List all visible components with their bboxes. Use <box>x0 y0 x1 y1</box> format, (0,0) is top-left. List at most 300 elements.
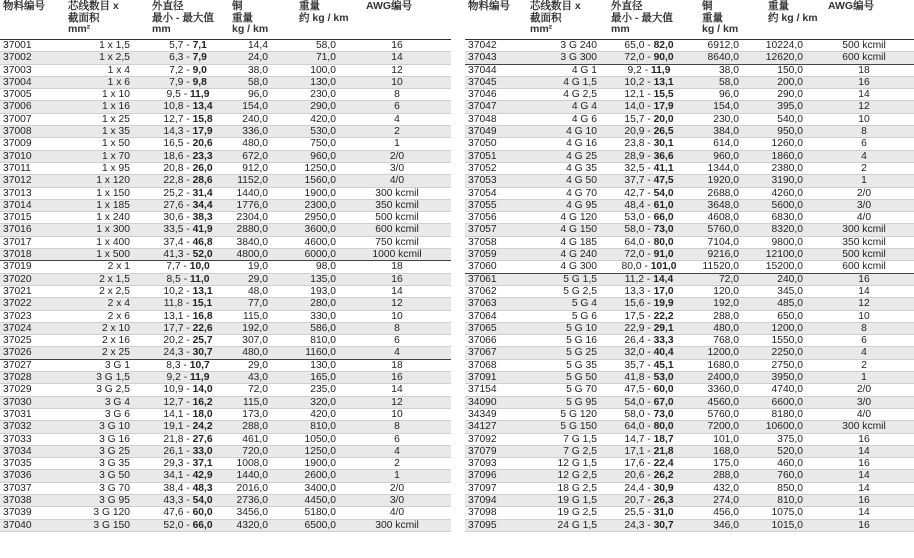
cell-outer-diameter <box>148 298 228 309</box>
cell-id: 37038 <box>3 494 32 506</box>
cell-outer-diameter <box>607 384 691 395</box>
cell-outer-diameter <box>148 347 228 358</box>
table-row <box>0 470 451 482</box>
od-range-separator: - <box>183 101 193 113</box>
cell-copper-weight: 115,0 <box>242 310 268 322</box>
od-min: 17,5 <box>624 310 645 322</box>
cell-outer-diameter <box>607 40 691 51</box>
cell-awg: 10 <box>391 76 403 88</box>
od-max: 66,0 <box>192 519 213 531</box>
cell-outer-diameter <box>148 434 228 445</box>
cell-copper-weight: 720,0 <box>242 445 268 457</box>
cell-id: 37094 <box>468 494 497 506</box>
cell-outer-diameter <box>148 446 228 457</box>
cell-cross-section: 2 x 1,5 <box>99 273 130 285</box>
cell-id: 37046 <box>468 89 497 101</box>
od-max: 20,0 <box>653 113 674 125</box>
cell-outer-diameter <box>148 409 228 420</box>
cell-weight: 12100,0 <box>765 249 803 261</box>
cell-copper-weight: 288,0 <box>242 421 268 433</box>
od-min: 5,7 <box>169 40 184 51</box>
cell-weight: 3950,0 <box>771 372 803 384</box>
cell-weight: 71,0 <box>315 52 336 64</box>
od-min: 42,7 <box>624 187 645 199</box>
cell-awg: 2 <box>861 359 867 371</box>
od-range-separator: - <box>644 76 654 88</box>
cell-id: 37014 <box>3 199 32 211</box>
od-min: 32,0 <box>624 347 645 359</box>
cell-outer-diameter <box>607 65 691 76</box>
cell-copper-weight: 19,0 <box>247 261 268 273</box>
cell-awg: 16 <box>858 458 870 470</box>
cell-outer-diameter <box>607 323 691 334</box>
cell-cross-section: 3 G 6 <box>104 408 130 420</box>
cell-outer-diameter <box>607 335 691 346</box>
od-min: 27,6 <box>163 199 184 211</box>
od-max: 47,5 <box>653 175 674 187</box>
cell-cross-section: 24 G 1,5 <box>557 519 597 531</box>
cell-outer-diameter <box>607 286 691 297</box>
cell-outer-diameter <box>607 470 691 481</box>
od-max: 21,8 <box>653 445 674 457</box>
cell-id: 37048 <box>468 113 497 125</box>
cell-id: 37051 <box>468 150 497 162</box>
cell-id: 37053 <box>468 175 497 187</box>
od-max: 26,0 <box>192 162 213 174</box>
cell-outer-diameter <box>148 77 228 88</box>
table-row <box>0 347 451 359</box>
cell-weight: 950,0 <box>777 126 803 138</box>
od-range-separator: - <box>183 249 193 261</box>
cell-id: 37020 <box>3 273 32 285</box>
cell-weight: 1200,0 <box>771 322 803 334</box>
cell-weight: 135,0 <box>310 273 336 285</box>
od-min: 24,3 <box>624 519 645 531</box>
od-min: 25,2 <box>163 187 184 199</box>
cell-outer-diameter <box>148 138 228 149</box>
od-max: 14,0 <box>192 384 213 396</box>
cell-weight: 130,0 <box>310 359 336 371</box>
cell-cross-section: 3 G 2,5 <box>96 384 130 396</box>
cell-id: 37059 <box>468 249 497 261</box>
od-range-separator: - <box>644 298 654 310</box>
cell-copper-weight: 77,0 <box>247 298 268 310</box>
od-range-separator: - <box>183 519 193 531</box>
table-row <box>465 520 914 532</box>
cell-cross-section: 3 G 240 <box>560 40 597 51</box>
cell-weight: 750,0 <box>310 138 336 150</box>
cell-cross-section: 2 x 2,5 <box>99 285 130 297</box>
table-row <box>465 470 914 482</box>
od-range-separator: - <box>644 52 654 64</box>
cell-copper-weight: 4320,0 <box>236 519 268 531</box>
table-row <box>0 224 451 236</box>
cell-weight: 193,0 <box>310 285 336 297</box>
od-min: 14,3 <box>163 126 184 138</box>
cell-cross-section: 3 G 70 <box>99 482 130 494</box>
cell-cross-section: 12 G 1,5 <box>557 458 597 470</box>
od-min: 20,7 <box>624 494 645 506</box>
cell-id: 37049 <box>468 126 497 138</box>
od-max: 34,4 <box>192 199 213 211</box>
od-range-separator: - <box>644 433 654 445</box>
table-row <box>465 347 914 359</box>
cell-awg: 600 kcmil <box>375 224 419 236</box>
cell-outer-diameter <box>148 470 228 481</box>
cell-awg: 2/0 <box>856 187 872 199</box>
table-row <box>0 261 451 273</box>
od-range-separator: - <box>183 138 193 150</box>
cell-cross-section: 1 x 35 <box>101 126 130 138</box>
cell-id: 34090 <box>468 396 497 408</box>
cell-cross-section: 19 G 1,5 <box>557 494 597 506</box>
table-row <box>0 372 451 384</box>
cell-cross-section: 7 G 2,5 <box>563 445 597 457</box>
cell-outer-diameter <box>607 89 691 100</box>
cell-awg: 12 <box>391 64 403 76</box>
od-min: 12,7 <box>163 396 184 408</box>
table-row <box>465 114 914 126</box>
header-cross-section: 芯线数目 x 截面积 mm² <box>68 0 119 35</box>
cell-outer-diameter <box>607 311 691 322</box>
table-row <box>465 372 914 384</box>
table-row <box>465 495 914 507</box>
od-min: 24,4 <box>624 482 645 494</box>
cable-table-left <box>0 0 451 532</box>
cell-outer-diameter <box>148 507 228 518</box>
cell-awg: 10 <box>858 113 870 125</box>
od-range-separator: - <box>644 384 654 396</box>
cell-id: 37066 <box>468 335 497 347</box>
od-max: 40,4 <box>653 347 674 359</box>
od-range-separator: - <box>180 273 190 285</box>
cell-id: 37057 <box>468 224 497 236</box>
cell-copper-weight: 461,0 <box>242 433 268 445</box>
od-range-separator: - <box>644 175 654 187</box>
od-range-separator: - <box>644 359 654 371</box>
od-min: 41,8 <box>624 372 645 384</box>
cell-id: 37047 <box>468 101 497 113</box>
cell-cross-section: 5 G 6 <box>571 310 597 322</box>
cell-copper-weight: 3648,0 <box>707 199 739 211</box>
od-min: 26,1 <box>163 445 184 457</box>
table-row <box>0 175 451 187</box>
od-max: 15,1 <box>192 298 213 310</box>
cell-cross-section: 1 x 10 <box>101 89 130 101</box>
od-range-separator: - <box>183 187 193 199</box>
od-range-separator: - <box>183 76 193 88</box>
od-max: 60,0 <box>192 507 213 519</box>
table-row <box>465 274 914 286</box>
od-range-separator: - <box>644 396 654 408</box>
table-row <box>0 323 451 335</box>
cell-weight: 810,0 <box>310 335 336 347</box>
od-max: 9,8 <box>192 76 207 88</box>
table-row <box>465 237 914 249</box>
cell-awg: 14 <box>858 507 870 519</box>
od-range-separator: - <box>183 421 193 433</box>
cell-awg: 3/0 <box>856 199 872 211</box>
od-max: 67,0 <box>653 396 674 408</box>
cell-cross-section: 3 G 4 <box>104 396 130 408</box>
od-max: 13,1 <box>653 76 674 88</box>
cell-awg: 300 kcmil <box>375 187 419 199</box>
od-range-separator: - <box>183 298 193 310</box>
cell-outer-diameter <box>148 175 228 186</box>
cell-weight: 320,0 <box>310 396 336 408</box>
cell-id: 37092 <box>468 433 497 445</box>
cell-awg: 600 kcmil <box>842 261 886 273</box>
cell-id: 37043 <box>468 52 497 64</box>
cell-id: 37039 <box>3 507 32 519</box>
od-max: 82,0 <box>653 40 674 51</box>
cell-cross-section: 3 G 35 <box>99 458 130 470</box>
cell-awg: 350 kcmil <box>375 199 419 211</box>
od-min: 7,2 <box>169 64 184 76</box>
od-min: 6,3 <box>169 52 184 64</box>
table-row <box>0 77 451 89</box>
table-row <box>0 151 451 163</box>
od-max: 90,0 <box>653 52 674 64</box>
cell-weight: 290,0 <box>777 89 803 101</box>
od-range-separator: - <box>644 40 654 51</box>
cell-awg: 2 <box>394 126 400 138</box>
table-row <box>0 311 451 323</box>
cell-id: 37024 <box>3 322 32 334</box>
od-max: 46,8 <box>192 236 213 248</box>
cell-cross-section: 3 G 95 <box>99 494 130 506</box>
cell-awg: 18 <box>391 359 403 371</box>
cell-id: 37060 <box>468 261 497 273</box>
table-row <box>465 163 914 175</box>
cell-copper-weight: 192,0 <box>713 298 739 310</box>
cell-outer-diameter <box>607 200 691 211</box>
cell-weight: 2250,0 <box>771 347 803 359</box>
cell-awg: 6 <box>861 138 867 150</box>
cell-weight: 4450,0 <box>304 494 336 506</box>
od-range-separator: - <box>644 494 654 506</box>
od-min: 22,9 <box>624 322 645 334</box>
od-range-separator: - <box>183 445 193 457</box>
od-range-separator: - <box>644 445 654 457</box>
od-max: 10,7 <box>189 359 210 371</box>
cell-cross-section: 5 G 2,5 <box>563 285 597 297</box>
cell-copper-weight: 2688,0 <box>707 187 739 199</box>
table-row <box>0 114 451 126</box>
cell-cross-section: 5 G 95 <box>566 396 597 408</box>
cell-outer-diameter <box>148 237 228 248</box>
cell-awg: 14 <box>391 52 403 64</box>
cell-awg: 3/0 <box>389 162 405 174</box>
cell-copper-weight: 240,0 <box>242 113 268 125</box>
cell-weight: 1900,0 <box>304 458 336 470</box>
od-min: 10,2 <box>163 285 184 297</box>
cell-weight: 3190,0 <box>771 175 803 187</box>
cell-awg: 6 <box>861 335 867 347</box>
header-outer-diameter: 外直径 最小 - 最大值 mm <box>611 0 673 35</box>
od-min: 22,8 <box>163 175 184 187</box>
table-row <box>0 397 451 409</box>
cell-awg: 4 <box>394 113 400 125</box>
table-row <box>465 188 914 200</box>
cell-weight: 240,0 <box>777 273 803 285</box>
od-max: 19,9 <box>653 298 674 310</box>
cell-copper-weight: 120,0 <box>713 285 739 297</box>
cell-awg: 16 <box>858 76 870 88</box>
od-min: 20,6 <box>624 470 645 482</box>
cell-weight: 1075,0 <box>771 507 803 519</box>
cell-awg: 12 <box>858 101 870 113</box>
cell-awg: 8 <box>394 421 400 433</box>
od-range-separator: - <box>644 101 654 113</box>
cell-weight: 1250,0 <box>304 445 336 457</box>
od-range-separator: - <box>183 175 193 187</box>
cell-outer-diameter <box>607 77 691 88</box>
od-max: 11,9 <box>190 89 210 101</box>
table-row <box>0 434 451 446</box>
cell-cross-section: 4 G 1 <box>571 64 597 76</box>
od-max: 17,0 <box>653 285 674 297</box>
table-row <box>465 434 914 446</box>
cell-awg: 350 kcmil <box>842 236 886 248</box>
cell-awg: 4 <box>861 347 867 359</box>
od-max: 20,6 <box>192 138 213 150</box>
od-range-separator: - <box>644 421 654 433</box>
cell-outer-diameter <box>148 372 228 383</box>
cell-cross-section: 1 x 185 <box>96 199 130 211</box>
od-max: 80,0 <box>653 236 674 248</box>
table-row <box>0 188 451 200</box>
table-row <box>465 421 914 433</box>
od-min: 35,7 <box>624 359 645 371</box>
cell-cross-section: 19 G 2,5 <box>557 507 597 519</box>
cell-cross-section: 3 G 50 <box>99 470 130 482</box>
cell-outer-diameter <box>148 101 228 112</box>
cell-outer-diameter <box>607 52 691 63</box>
cell-cross-section: 2 x 1 <box>107 261 130 273</box>
od-max: 9,0 <box>192 64 207 76</box>
table-row <box>465 286 914 298</box>
od-min: 17,1 <box>624 445 645 457</box>
cell-copper-weight: 1680,0 <box>707 359 739 371</box>
table-row <box>0 212 451 224</box>
od-min: 7,9 <box>169 76 184 88</box>
cell-weight: 8320,0 <box>771 224 803 236</box>
table-row <box>465 507 914 519</box>
table-row <box>465 335 914 347</box>
cell-outer-diameter <box>148 397 228 408</box>
cell-awg: 14 <box>391 384 403 396</box>
cell-copper-weight: 288,0 <box>713 310 739 322</box>
od-max: 13,1 <box>192 285 213 297</box>
od-range-separator: - <box>644 249 654 261</box>
od-range-separator: - <box>183 347 193 359</box>
od-min: 58,0 <box>624 408 645 420</box>
od-max: 73,0 <box>653 408 674 420</box>
cell-cross-section: 12 G 2,5 <box>557 470 597 482</box>
cell-copper-weight: 101,0 <box>713 433 739 445</box>
cell-cross-section: 1 x 70 <box>101 150 130 162</box>
cell-cross-section: 4 G 35 <box>566 162 597 174</box>
cell-outer-diameter <box>148 188 228 199</box>
od-min: 34,1 <box>163 470 184 482</box>
cell-cross-section: 3 G 10 <box>99 421 130 433</box>
cell-weight: 100,0 <box>310 64 336 76</box>
cell-id: 37154 <box>468 384 497 396</box>
cell-copper-weight: 9216,0 <box>707 249 739 261</box>
cell-id: 37058 <box>468 236 497 248</box>
cell-id: 37026 <box>3 347 32 359</box>
cell-outer-diameter <box>607 151 691 162</box>
cell-copper-weight: 336,0 <box>242 126 268 138</box>
od-max: 26,3 <box>653 494 674 506</box>
cell-cross-section: 4 G 95 <box>566 199 597 211</box>
od-range-separator: - <box>180 359 190 371</box>
cable-table-right <box>465 0 914 532</box>
cell-weight: 165,0 <box>310 372 336 384</box>
cell-id: 37095 <box>468 519 497 531</box>
cell-cross-section: 4 G 1,5 <box>563 76 597 88</box>
od-max: 52,0 <box>192 249 213 261</box>
cell-weight: 2600,0 <box>304 470 336 482</box>
table-row <box>0 384 451 396</box>
cell-weight: 3600,0 <box>304 224 336 236</box>
od-range-separator: - <box>644 138 654 150</box>
cell-outer-diameter <box>607 458 691 469</box>
od-min: 8,5 <box>166 273 181 285</box>
cell-outer-diameter <box>148 163 228 174</box>
od-range-separator: - <box>644 335 654 347</box>
cell-awg: 18 <box>858 64 870 76</box>
cell-outer-diameter <box>148 200 228 211</box>
od-max: 13,4 <box>192 101 213 113</box>
od-max: 101,0 <box>650 261 677 273</box>
cell-weight: 650,0 <box>777 310 803 322</box>
od-range-separator: - <box>183 322 193 334</box>
od-max: 42,9 <box>192 470 213 482</box>
cell-weight: 4600,0 <box>304 236 336 248</box>
table-row <box>0 101 451 113</box>
cell-id: 37030 <box>3 396 32 408</box>
cell-outer-diameter <box>607 138 691 149</box>
od-min: 32,5 <box>624 162 645 174</box>
cell-weight: 5600,0 <box>771 199 803 211</box>
cell-weight: 2300,0 <box>304 199 336 211</box>
table-row <box>0 249 451 261</box>
cell-weight: 2380,0 <box>771 162 803 174</box>
od-max: 7,1 <box>192 40 207 51</box>
cell-awg: 4/0 <box>856 212 872 224</box>
cell-id: 37015 <box>3 212 32 224</box>
cell-weight: 1160,0 <box>305 347 336 359</box>
cell-weight: 58,0 <box>315 40 336 51</box>
cell-copper-weight: 1200,0 <box>707 347 739 359</box>
od-range-separator: - <box>183 162 193 174</box>
cell-outer-diameter <box>148 65 228 76</box>
od-min: 19,1 <box>163 421 184 433</box>
cell-weight: 760,0 <box>777 470 803 482</box>
cell-cross-section: 4 G 25 <box>566 150 597 162</box>
od-range-separator: - <box>183 224 193 236</box>
table-row <box>0 52 451 64</box>
cell-awg: 500 kcmil <box>375 212 419 224</box>
cell-weight: 6600,0 <box>771 396 803 408</box>
cell-copper-weight: 4800,0 <box>236 249 268 261</box>
cell-copper-weight: 96,0 <box>247 89 268 101</box>
od-range-separator: - <box>183 482 193 494</box>
od-range-separator: - <box>644 212 654 224</box>
table-row <box>465 77 914 89</box>
